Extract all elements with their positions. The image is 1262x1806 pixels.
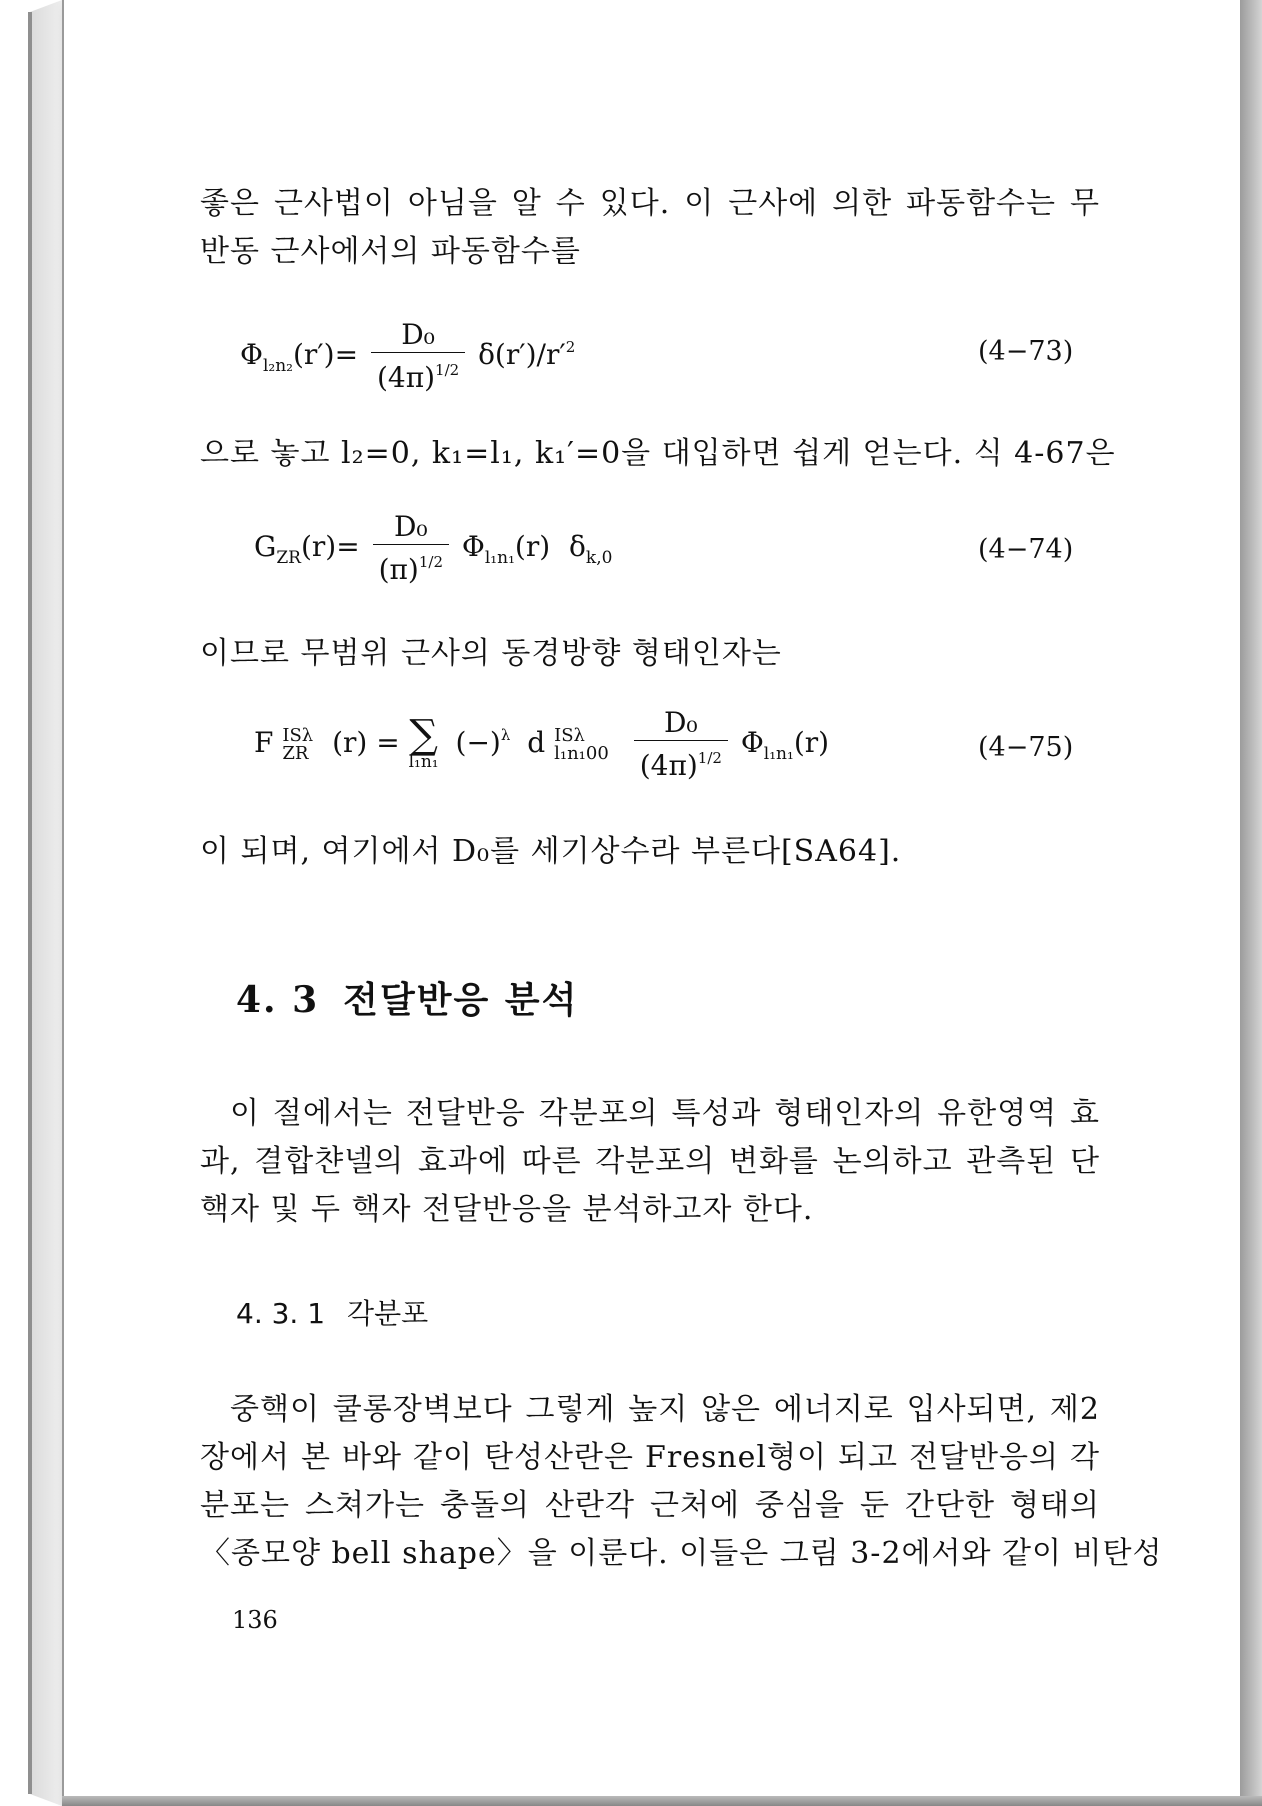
paragraph-6-line-3: 분포는 스쳐가는 충돌의 산란각 근처에 중심을 둔 간단한 형태의: [200, 1488, 1100, 1523]
eq74-delta-sub: k,0: [585, 548, 613, 568]
eq74-numerator: D₀: [373, 510, 449, 545]
equation-4-73: [240, 318, 576, 394]
subsection-number: 4. 3. 1: [236, 1297, 326, 1330]
eq75-d-scripts: ISλ l₁n₁00: [554, 724, 609, 764]
eq75-numerator: D₀: [634, 706, 728, 741]
eq75-summation: ∑ l₁n₁: [408, 711, 439, 772]
subsection-heading: [236, 1292, 428, 1332]
eq75-phi: Φ: [740, 726, 764, 759]
paragraph-3: 이므로 무범위 근사의 동경방향 형태인자는: [200, 636, 782, 671]
paragraph-5-line-2: 과, 결합챤넬의 효과에 따른 각분포의 변화를 논의하고 관측된 단: [200, 1144, 1100, 1179]
eq75-lhs-arg: (r) =: [332, 726, 400, 759]
paragraph-4: 이 되며, 여기에서 D₀를 세기상수라 부른다[SA64].: [200, 834, 902, 869]
eq75-phi-sub: l₁n₁: [763, 744, 794, 764]
subsection-title: 각분포: [347, 1297, 429, 1330]
eq74-delta: δ: [569, 530, 586, 563]
eq73-fraction: [371, 318, 465, 395]
paragraph-6-line-2: 장에서 본 바와 같이 탄성산란은 Fresnel형이 되고 전달반응의 각: [200, 1440, 1100, 1475]
eq73-rhs: δ(r′)/r′: [478, 338, 566, 371]
paragraph-2: 으로 놓고 l₂=0, k₁=l₁, k₁′=0을 대입하면 쉽게 얻는다. 식 4-67은: [200, 436, 1116, 471]
section-number: 4. 3: [236, 979, 320, 1021]
book-right-edge: [1240, 0, 1262, 1806]
paragraph-5-line-1: 이 절에서는 전달반응 각분포의 특성과 형태인자의 유한영역 효: [230, 1096, 1100, 1131]
paragraph-5-line-3: 핵자 및 두 핵자 전달반응을 분석하고자 한다.: [200, 1192, 814, 1227]
eq75-sign-sup: λ: [500, 726, 511, 744]
equation-4-75: [254, 706, 829, 796]
eq74-phi-sub: l₁n₁: [484, 548, 515, 568]
eq75-lhs-symbol: F: [254, 726, 274, 759]
paragraph-1-line-2: 반동 근사에서의 파동함수를: [200, 234, 581, 269]
eq73-lhs-arg: (r′)=: [292, 338, 359, 371]
section-heading: [236, 972, 578, 1023]
eq74-denominator: $(\pi)^{1/2}$: [378, 553, 443, 586]
equation-4-74: [254, 510, 613, 586]
eq74-lhs-arg: (r)=: [301, 530, 360, 563]
equation-number-4-75: (4−75): [978, 732, 1074, 763]
paragraph-6-line-1: 중핵이 쿨롱장벽보다 그렇게 높지 않은 에너지로 입사되면, 제2: [230, 1392, 1100, 1427]
section-title: 전달반응 분석: [343, 979, 579, 1021]
page-number: 136: [232, 1606, 278, 1634]
eq75-denominator: $(4\pi)^{1/2}$: [639, 749, 722, 782]
paragraph-1-line-1: 좋은 근사법이 아님을 알 수 있다. 이 근사에 의한 파동함수는 무: [200, 186, 1100, 221]
equation-number-4-73: (4−73): [978, 336, 1074, 367]
equation-number-4-74: (4−74): [978, 534, 1074, 565]
eq75-d-symbol: d: [527, 726, 546, 759]
eq73-rhs-sup: 2: [565, 338, 576, 356]
eq73-denominator: $(4\pi)^{1/2}$: [376, 361, 460, 394]
eq75-phi-arg: (r): [793, 726, 830, 759]
eq74-lhs-sub: ZR: [276, 548, 301, 568]
eq75-fraction: [634, 706, 728, 783]
eq73-lhs-sub: l₂n₂: [262, 356, 293, 376]
eq73-lhs-symbol: Φ: [240, 338, 263, 371]
eq74-lhs-symbol: G: [254, 530, 277, 563]
paragraph-6-line-4: 〈종모양 bell shape〉을 이룬다. 이들은 그림 3-2에서와 같이 비탄성: [200, 1536, 1163, 1571]
eq75-sign: (−): [455, 726, 501, 759]
book-bottom-edge: [62, 1796, 1262, 1806]
eq73-numerator: D₀: [371, 318, 465, 353]
eq75-lhs-scripts: ISλ ZR: [282, 724, 314, 764]
eq74-phi: Φ: [461, 530, 485, 563]
eq74-fraction: [373, 510, 449, 587]
book-spine-edge: [28, 12, 32, 1794]
eq74-phi-arg: (r): [514, 530, 551, 563]
